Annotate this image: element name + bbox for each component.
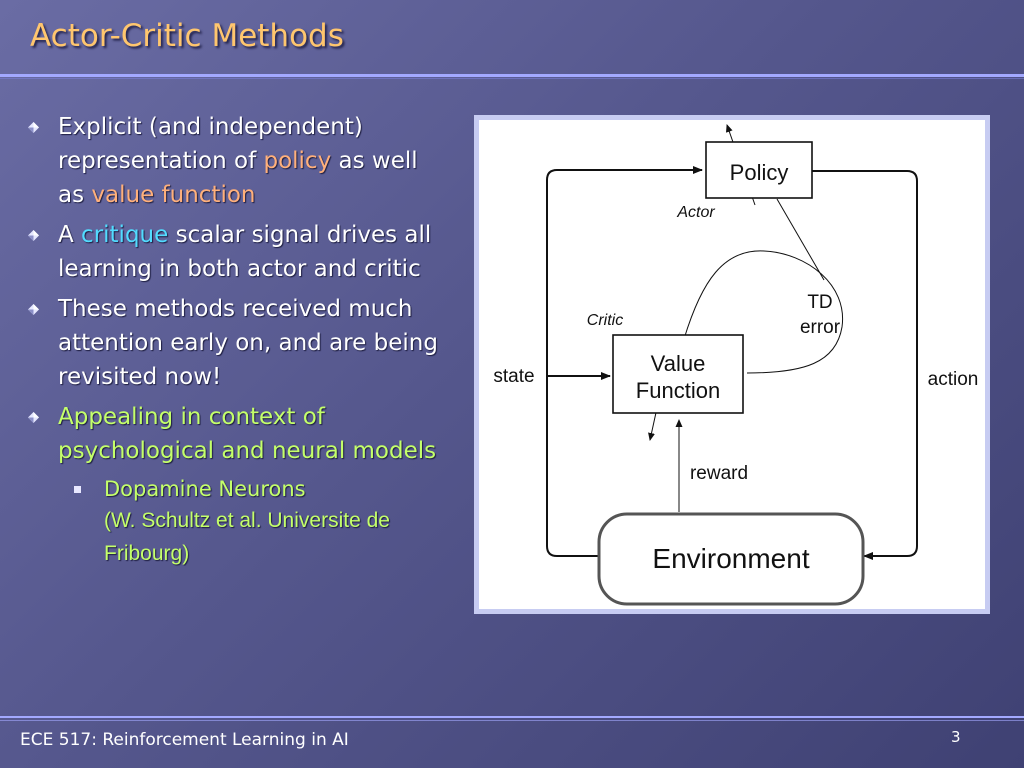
highlight-value-function: value function — [91, 182, 256, 208]
error-label: error — [799, 317, 841, 338]
td-label: TD — [807, 292, 833, 313]
reward-label: reward — [689, 463, 749, 484]
citation-paren-open: ( — [104, 509, 111, 532]
bullet-item — [26, 110, 446, 212]
highlight-policy: policy — [263, 148, 332, 174]
bullet-text: These methods received much attention early on, and are being revisited now! — [58, 296, 438, 390]
bullet-text: Appealing in context of psychological and neural models — [58, 404, 437, 464]
bullet-text: Explicit (and independent) representation of — [58, 114, 363, 174]
title-divider-shadow — [0, 78, 1024, 79]
bullet-list — [26, 110, 446, 570]
bullet-text: scalar signal drives all learning in both actor and critic — [58, 222, 432, 282]
value-label: Value — [650, 351, 706, 376]
policy-label: Policy — [729, 160, 789, 185]
action-label: action — [927, 369, 979, 390]
citation-text: W. Schultz et al. Universite de Fribourg — [104, 509, 390, 565]
actor-critic-diagram — [474, 115, 990, 614]
action-arrow — [812, 171, 917, 556]
diamond-bullet-icon — [28, 304, 39, 315]
bullet-text: as well as — [58, 148, 418, 208]
square-bullet-icon — [74, 486, 81, 493]
sub-bullet-item — [26, 474, 446, 570]
environment-label: Environment — [652, 543, 810, 574]
bullet-item — [26, 400, 446, 468]
diagram-svg — [474, 115, 990, 614]
bullet-text: A — [58, 222, 82, 248]
function-label: Function — [635, 378, 721, 403]
footer-divider — [0, 716, 1024, 718]
slide-title: Actor-Critic Methods — [30, 18, 344, 54]
diamond-bullet-icon — [28, 412, 39, 423]
title-divider — [0, 74, 1024, 77]
footer-course: ECE 517: Reinforcement Learning in AI — [20, 730, 349, 750]
actor-label: Actor — [677, 204, 715, 221]
state-label: state — [493, 366, 535, 387]
bullet-item — [26, 218, 446, 286]
critic-label: Critic — [586, 312, 624, 329]
bullet-item — [26, 292, 446, 394]
diamond-bullet-icon — [28, 122, 39, 133]
page-number: 3 — [951, 728, 961, 746]
citation-paren-close: ) — [182, 542, 190, 565]
diamond-bullet-icon — [28, 230, 39, 241]
sub-bullet-title: Dopamine Neurons — [104, 477, 306, 501]
footer-divider-shadow — [0, 720, 1024, 721]
highlight-critique: critique — [81, 222, 169, 248]
td-error-to-policy — [777, 199, 824, 280]
